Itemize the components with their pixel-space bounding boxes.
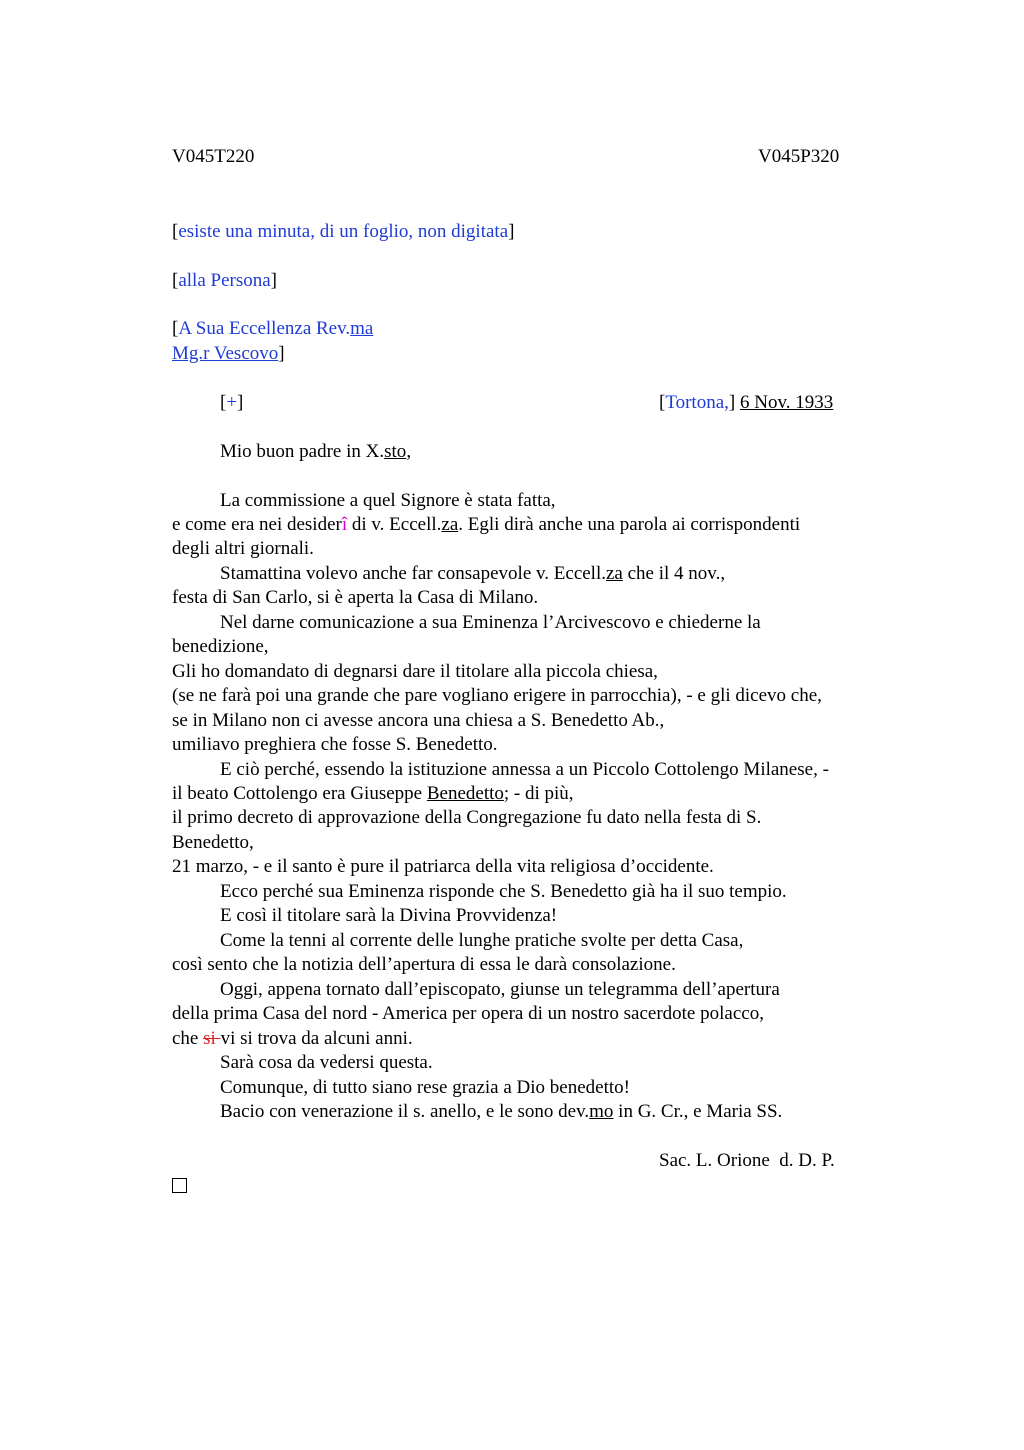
text-run: e come era nei desider <box>172 514 342 535</box>
greeting-sup: sto <box>384 441 407 462</box>
body-line <box>220 1100 782 1124</box>
addressee-line-1: [A Sua Eccellenza Rev.ma <box>172 318 374 339</box>
body-line: Comunque, di tutto siano rese grazia a Dio benedetto! <box>220 1077 630 1098</box>
body-line <box>172 1027 413 1051</box>
greeting-end: , <box>406 441 412 462</box>
note-minuta-text: esiste una minuta, di un foglio, non digitata <box>178 221 509 242</box>
body-line <box>220 562 725 586</box>
body-line: E così il titolare sarà la Divina Provvidenza! <box>220 905 558 926</box>
body-line: E ciò perché, essendo la istituzione annessa a un Piccolo Cottolengo Milanese, - <box>220 759 829 780</box>
body-line: La commissione a quel Signore è stata fatta, <box>220 490 556 511</box>
body-line: festa di San Carlo, si è aperta la Casa di Milano. <box>172 587 539 608</box>
body-line: Nel darne comunicazione a sua Eminenza l’Arcivescovo e chiederne la <box>220 612 761 633</box>
body-line: benedizione, <box>172 636 269 657</box>
square-icon <box>172 1178 187 1193</box>
body-line <box>172 782 574 806</box>
body-line: se in Milano non ci avesse ancora una chiesa a S. Benedetto Ab., <box>172 710 665 731</box>
greeting <box>220 440 411 464</box>
signature: Sac. L. Orione d. D. P. <box>659 1150 835 1171</box>
text-run: . Egli dirà anche una parola ai corrispondenti <box>458 514 801 535</box>
body-line: Gli ho domandato di degnarsi dare il titolare alla piccola chiesa, <box>172 661 658 682</box>
dateline: [Tortona,] 6 Nov. 1933 <box>659 392 834 413</box>
abbrev-sup: za <box>606 563 623 584</box>
text-run: che <box>172 1028 204 1049</box>
text-run: il beato Cottolengo era Giuseppe <box>172 783 427 804</box>
body-line: Benedetto, <box>172 832 254 853</box>
addressee-sup: ma <box>350 318 374 339</box>
note-minuta: [esiste una minuta, di un foglio, non digitata] <box>172 221 515 242</box>
header-right-code: V045P320 <box>758 146 840 167</box>
body-line: umiliavo preghiera che fosse S. Benedetto. <box>172 734 498 755</box>
body-line <box>172 513 800 537</box>
end-marker <box>172 1176 187 1200</box>
addressee-bishop: Mg.r Vescovo <box>172 343 279 364</box>
text-run: Bacio con venerazione il s. anello, e le sono dev. <box>220 1101 590 1122</box>
abbrev-sup: mo <box>589 1101 614 1122</box>
cross-symbol: + <box>226 392 238 413</box>
text-run: Stamattina volevo anche far consapevole v. Eccell. <box>220 563 606 584</box>
body-line: della prima Casa del nord - America per opera di un nostro sacerdote polacco, <box>172 1003 764 1024</box>
body-line: 21 marzo, - e il santo è pure il patriarca della vita religiosa d’occidente. <box>172 856 714 877</box>
body-line: Oggi, appena tornato dall’episcopato, giunse un telegramma dell’apertura <box>220 979 780 1000</box>
marked-char: î <box>341 514 348 535</box>
note-persona-text: alla Persona <box>178 270 271 291</box>
dateline-date: 6 Nov. 1933 <box>739 392 834 413</box>
dateline-place: Tortona, <box>665 392 729 413</box>
underlined-name: Benedetto <box>426 783 504 804</box>
addressee-line-2: Mg.r Vescovo] <box>172 343 285 364</box>
text-run: di v. Eccell. <box>347 514 442 535</box>
cross-mark: [+] <box>220 392 244 413</box>
abbrev-sup: za <box>441 514 459 535</box>
body-line: Come la tenni al corrente delle lunghe pratiche svolte per detta Casa, <box>220 930 744 951</box>
note-persona: [alla Persona] <box>172 270 277 291</box>
body-line: così sento che la notizia dell’apertura di essa le darà consolazione. <box>172 954 676 975</box>
body-line: Sarà cosa da vedersi questa. <box>220 1052 433 1073</box>
body-line: (se ne farà poi una grande che pare vogliano erigere in parrocchia), - e gli dicevo che, <box>172 685 822 706</box>
greeting-text: Mio buon padre in X. <box>220 441 385 462</box>
text-run: che il 4 nov., <box>622 563 726 584</box>
header-left-code: V045T220 <box>172 146 255 167</box>
body-line: Ecco perché sua Eminenza risponde che S. Benedetto già ha il suo tempio. <box>220 881 787 902</box>
text-run: ; - di più, <box>503 783 574 804</box>
body-line: il primo decreto di approvazione della Congregazione fu dato nella festa di S. <box>172 807 762 828</box>
text-run: in G. Cr., e Maria SS. <box>613 1101 783 1122</box>
body-line: degli altri giornali. <box>172 538 314 559</box>
struck-word: si <box>203 1028 221 1049</box>
text-run: vi si trova da alcuni anni. <box>220 1028 413 1049</box>
addressee-text: A Sua Eccellenza Rev. <box>178 318 351 339</box>
